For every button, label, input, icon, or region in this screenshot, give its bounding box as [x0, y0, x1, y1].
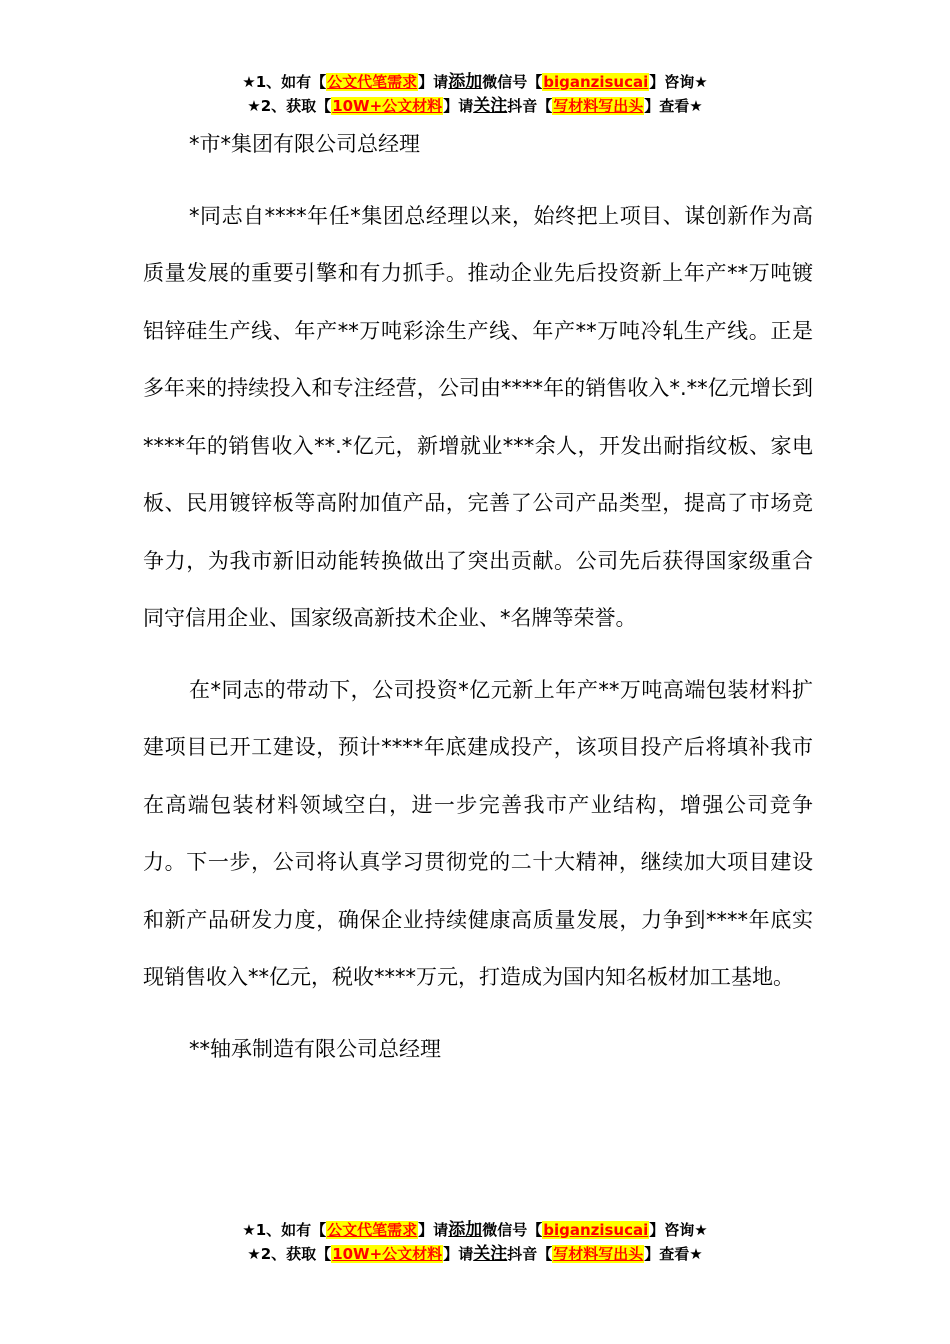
banner-text: 微信号【: [482, 73, 543, 91]
banner-text: 】查看★: [644, 1245, 703, 1263]
banner-text: 】请: [443, 1245, 474, 1263]
section-heading: *市*集团有限公司总经理: [189, 132, 420, 156]
highlight-wechat-id: biganzisucai: [543, 1221, 649, 1239]
banner-text: 】请: [418, 73, 449, 91]
banner-line-1: [0, 1218, 950, 1242]
emphasis-add: 添加: [448, 72, 483, 92]
banner-line-2: [0, 1242, 950, 1266]
banner-line-2: [0, 94, 950, 118]
highlight-wechat-id: biganzisucai: [543, 73, 649, 91]
banner-text: ★1、如有【: [242, 73, 327, 91]
emphasis-follow: 关注: [473, 1244, 508, 1264]
banner-text: ★2、获取【: [247, 97, 332, 115]
section-heading: **轴承制造有限公司总经理: [189, 1036, 441, 1061]
highlight-service: 公文代笔需求: [327, 73, 418, 91]
banner-text: 微信号【: [482, 1221, 543, 1239]
top-banner: [0, 70, 950, 118]
paragraph: 在*同志的带动下，公司投资*亿元新上年产**万吨高端包装材料扩建项目已开工建设，预计****年底建成投产，该项目投产后将填补我市在高端包装材料领域空白，进一步完善我市产业结构，增强公司竞争力。下一步，公司将认真学习贯彻党的二十大精神，继续加大项目建设和新产品研发力度，确保企业持续健康高质量发展，力争到****年底实现销售收入**亿元，税收****万元，打造成为国内知名板材加工基地。: [143, 677, 813, 989]
banner-text: 】请: [418, 1221, 449, 1239]
highlight-service: 公文代笔需求: [327, 1221, 418, 1239]
banner-text: 】咨询★: [649, 73, 708, 91]
emphasis-follow: 关注: [473, 96, 508, 116]
highlight-materials: 10W+公文材料: [332, 1245, 443, 1263]
highlight-douyin-account: 写材料写出头: [553, 1245, 644, 1263]
banner-text: 抖音【: [507, 1245, 553, 1263]
bottom-banner: [0, 1218, 950, 1266]
paragraph: *同志自****年任*集团总经理以来，始终把上项目、谋创新作为高质量发展的重要引擎和有力抓手。推动企业先后投资新上年产**万吨镀铝锌硅生产线、年产**万吨彩涂生产线、年产**万吨冷轧生产线。正是多年来的持续投入和专注经营，公司由****年的销售收入*.**亿元增长到****年的销售收入**.*亿元，新增就业***余人，开发出耐指纹板、家电板、民用镀锌板等高附加值产品，完善了公司产品类型，提高了市场竞争力，为我市新旧动能转换做出了突出贡献。公司先后获得国家级重合同守信用企业、国家级高新技术企业、*名牌等荣誉。: [143, 203, 813, 630]
highlight-materials: 10W+公文材料: [332, 97, 443, 115]
banner-text: 】请: [443, 97, 474, 115]
emphasis-add: 添加: [448, 1220, 483, 1240]
banner-text: 抖音【: [507, 97, 553, 115]
banner-text: 】咨询★: [649, 1221, 708, 1239]
banner-line-1: [0, 70, 950, 94]
banner-text: ★2、获取【: [247, 1245, 332, 1263]
document-body: [143, 116, 813, 1078]
highlight-douyin-account: 写材料写出头: [553, 97, 644, 115]
banner-text: ★1、如有【: [242, 1221, 327, 1239]
banner-text: 】查看★: [644, 97, 703, 115]
